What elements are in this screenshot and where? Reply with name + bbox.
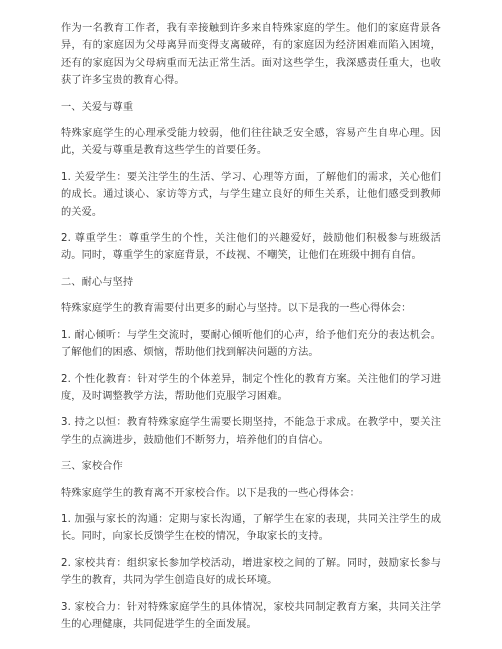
section-1-item-1: 1. 关爱学生：要关注学生的生活、学习、心理等方面，了解他们的需求，关心他们的成长。通过谈心、家访等方式，与学生建立良好的师生关系，让他们感受到教师的关爱。 xyxy=(61,171,441,218)
section-2-item-1: 1. 耐心倾听：与学生交流时，要耐心倾听他们的心声，给予他们充分的表达机会。了解他们的困惑、烦恼，帮助他们找到解决问题的方法。 xyxy=(61,329,441,359)
section-3-item-2: 2. 家校共育：组织家长参加学校活动，增进家校之间的了解。同时，鼓励家长参与学生的教育，共同为学生创造良好的成长环境。 xyxy=(61,557,441,587)
section-2-item-2: 2. 个性化教育：针对学生的个体差异，制定个性化的教育方案。关注他们的学习进度，及时调整教学方法，帮助他们克服学习困难。 xyxy=(61,373,441,402)
section-1-lead: 特殊家庭学生的心理承受能力较弱，他们往往缺乏安全感，容易产生自卑心理。因此，关爱与尊重是教育这些学生的首要任务。 xyxy=(61,128,441,157)
intro-paragraph: 作为一名教育工作者，我有幸接触到许多来自特殊家庭的学生。他们的家庭背景各异，有的家庭因为父母离异而变得支离破碎，有的家庭因为经济困难而陷入困境，还有的家庭因为父母病重而无法正常生活。面对这些学生，我深感责任重大，也收获了许多宝贵的教育心得。 xyxy=(61,23,441,87)
document-page xyxy=(61,20,441,642)
section-heading-3: 三、家校合作 xyxy=(61,461,123,473)
section-3-item-3: 3. 家校合力：针对特殊家庭学生的具体情况，家校共同制定教育方案，共同关注学生的心理健康，共同促进学生的全面发展。 xyxy=(61,601,441,630)
section-heading-2: 二、耐心与坚持 xyxy=(61,276,134,288)
section-1-item-2: 2. 尊重学生：尊重学生的个性，关注他们的兴趣爱好，鼓励他们积极参与班级活动。同时，尊重学生的家庭背景，不歧视、不嘲笑，让他们在班级中拥有自信。 xyxy=(61,233,441,262)
section-2-item-3: 3. 持之以恒：教育特殊家庭学生需要长期坚持，不能急于求成。在教学中，要关注学生的点滴进步，鼓励他们不断努力，培养他们的自信心。 xyxy=(61,417,441,446)
section-3-item-1: 1. 加强与家长的沟通：定期与家长沟通，了解学生在家的表现，共同关注学生的成长。同时，向家长反馈学生在校的情况，争取家长的支持。 xyxy=(61,513,441,543)
section-3-lead: 特殊家庭学生的教育离不开家校合作。以下是我的一些心得体会： xyxy=(61,487,360,499)
section-heading-1: 一、关爱与尊重 xyxy=(61,101,134,113)
section-2-lead: 特殊家庭学生的教育需要付出更多的耐心与坚持。以下是我的一些心得体会： xyxy=(61,303,412,315)
